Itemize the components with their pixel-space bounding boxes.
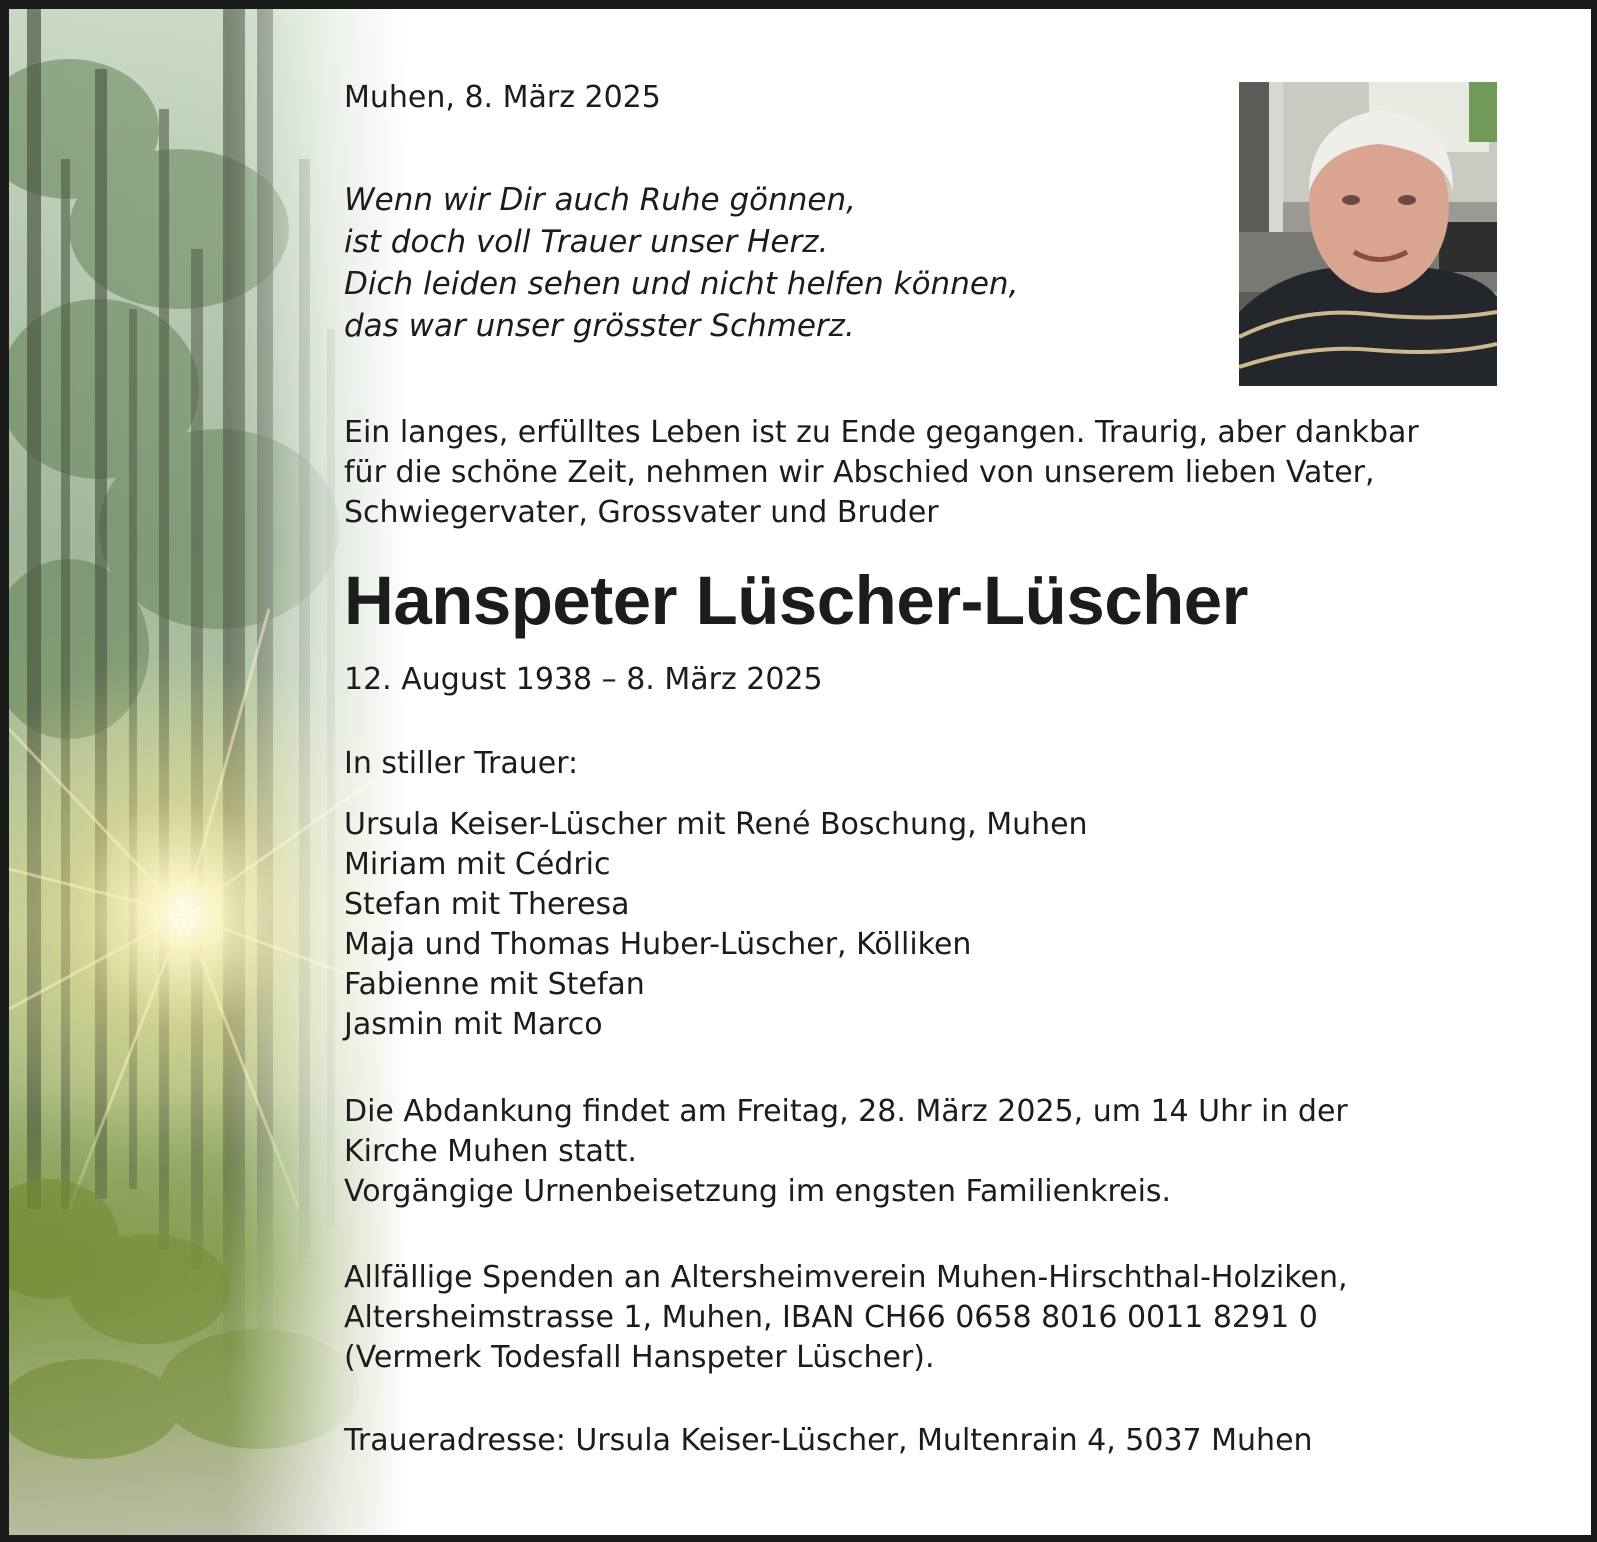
mourning-heading: In stiller Trauer: [344, 746, 579, 781]
mourner-line: Stefan mit Theresa [344, 887, 630, 922]
poem-line: Dich leiden sehen und nicht helfen können, [344, 266, 1019, 302]
mourning-address: Traueradresse: Ursula Keiser-Lüscher, Multenrain 4, 5037 Muhen [344, 1423, 1313, 1458]
mourner-line: Maja und Thomas Huber-Lüscher, Kölliken [344, 927, 972, 962]
poem-line: Wenn wir Dir auch Ruhe gönnen, [344, 182, 856, 218]
mourner-line: Ursula Keiser-Lüscher mit René Boschung, Muhen [344, 807, 1088, 842]
donation-line: (Vermerk Todesfall Hanspeter Lüscher). [344, 1340, 935, 1375]
life-dates: 12. August 1938 – 8. März 2025 [344, 662, 823, 697]
donation-info [344, 1260, 1348, 1383]
intro-line: für die schöne Zeit, nehmen wir Abschied von unserem lieben Vater, [344, 455, 1375, 490]
intro-text [344, 415, 1419, 538]
place-date: Muhen, 8. März 2025 [344, 80, 661, 115]
donation-line: Altersheimstrasse 1, Muhen, IBAN CH66 0658 8016 0011 8291 0 [344, 1300, 1318, 1335]
deceased-name: Hanspeter Lüscher-Lüscher [344, 562, 1248, 639]
ceremony-line: Vorgängige Urnenbeisetzung im engsten Familienkreis. [344, 1174, 1172, 1209]
donation-line: Allfällige Spenden an Altersheimverein Muhen-Hirschthal-Holziken, [344, 1260, 1348, 1295]
mourner-line: Miriam mit Cédric [344, 847, 611, 882]
mourners-list [344, 807, 1088, 1050]
poem-line: das war unser grösster Schmerz. [344, 308, 855, 344]
mourner-line: Jasmin mit Marco [344, 1007, 603, 1042]
poem [344, 182, 1019, 353]
intro-line: Ein langes, erfülltes Leben ist zu Ende gegangen. Traurig, aber dankbar [344, 415, 1419, 450]
ceremony-line: Die Abdankung findet am Freitag, 28. März 2025, um 14 Uhr in der [344, 1094, 1348, 1129]
mourner-line: Fabienne mit Stefan [344, 967, 645, 1002]
portrait-photo [1239, 82, 1497, 386]
ceremony-info [344, 1094, 1348, 1217]
intro-line: Schwiegervater, Grossvater und Bruder [344, 495, 939, 530]
ceremony-line: Kirche Muhen statt. [344, 1134, 637, 1169]
poem-line: ist doch voll Trauer unser Herz. [344, 224, 829, 260]
